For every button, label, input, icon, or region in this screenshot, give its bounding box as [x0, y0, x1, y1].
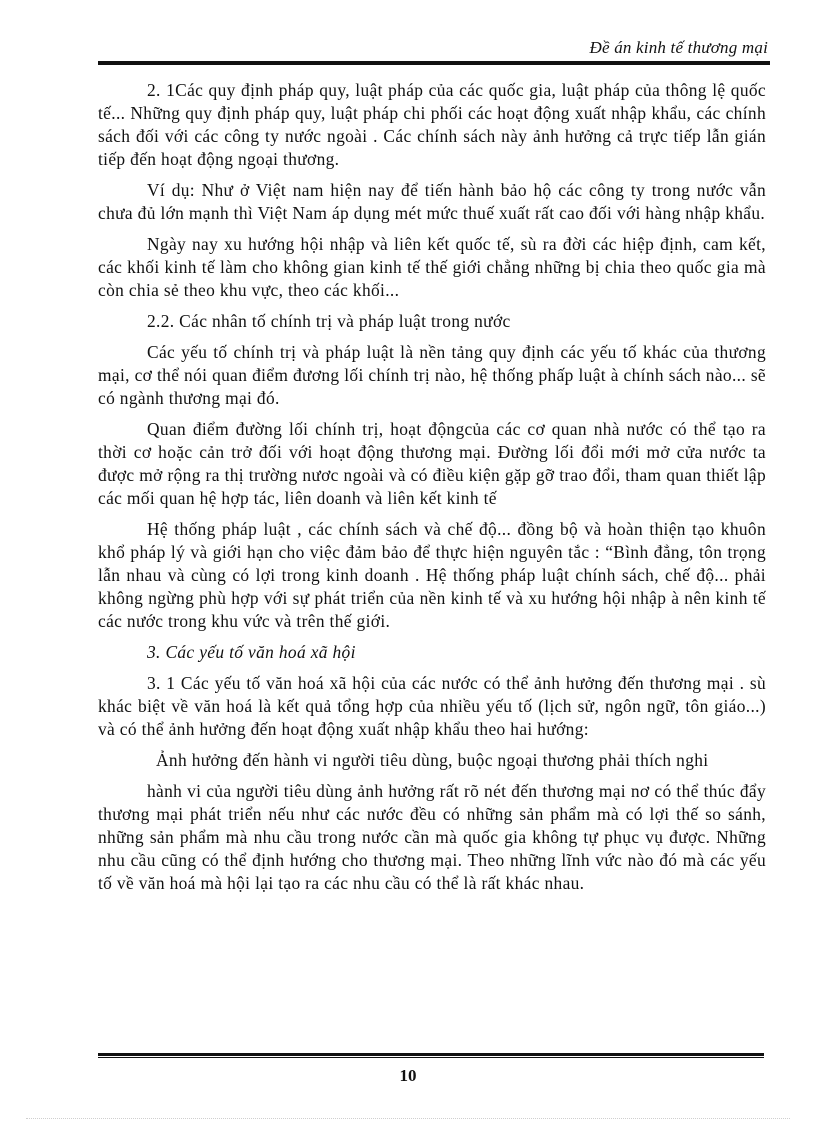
page-edge-dots: [26, 1118, 790, 1119]
paragraph: Hệ thống pháp luật , các chính sách và chế độ... đồng bộ và hoàn thiện tạo khuôn khổ pháp lý và giới hạn cho việc đảm bảo để thực hiện nguyên tắc : “Bình đẳng, tôn trọng lẫn nhau và cùng có lợi trong kinh doanh . Hệ thống pháp luật chính sách, chế độ... phải không ngừng phù hợp với sự phát triển của nền kinh tế và xu hướng hội nhập à nên kinh tế các nước trong khu vức và trên thế giới.: [98, 519, 766, 631]
paragraph: hành vi của người tiêu dùng ảnh hưởng rất rõ nét đến thương mại nơ có thể thúc đẩy thương mại phát triển nếu như các nước đều có những sản phẩm mà có lợi thế so sánh, những sản phẩm mà nhu cầu trong nước cần mà quốc gia không tự phục vụ được. Những nhu cầu cũng có thể định hướng cho thương mại. Theo những lĩnh vức nào đó mà các yếu tố về văn hoá mà hội lại tạo ra các nhu cầu có thể là rất khác nhau.: [98, 781, 766, 893]
paragraph: Ngày nay xu hướng hội nhập và liên kết quốc tế, sù ra đời các hiệp định, cam kết, các khối kinh tế làm cho không gian kinh tế thế giới chẳng những bị chia theo quốc gia mà còn chia sẻ theo khu vực, theo các khối...: [98, 234, 766, 300]
section-heading: 2.2. Các nhân tố chính trị và pháp luật trong nước: [147, 311, 511, 331]
paragraph: 3. 1 Các yếu tố văn hoá xã hội của các nước có thể ảnh hưởng đến thương mại . sù khác biệt về văn hoá là kết quả tổng hợp của nhiều yếu tố (lịch sử, ngôn ngữ, tôn giáo...) và có thể ảnh hưởng đến hoạt động xuất nhập khẩu theo hai hướng:: [98, 673, 766, 739]
footer-rule: [98, 1053, 764, 1058]
paragraph: 2. 1Các quy định pháp quy, luật pháp của các quốc gia, luật pháp của thông lệ quốc tế... Những quy định pháp quy, luật pháp chi phối các hoạt động xuất nhập khẩu, các chính sách đối với các công ty nước ngoài . Các chính sách này ảnh hưởng cả trực tiếp lẫn gián tiếp đến hoạt động ngoại thương.: [98, 80, 766, 169]
document-body: [98, 79, 766, 903]
paragraph: Ảnh hưởng đến hành vi người tiêu dùng, buộc ngoại thương phải thích nghi: [156, 750, 709, 770]
paragraph: Các yếu tố chính trị và pháp luật là nền tảng quy định các yếu tố khác của thương mại, cơ thể nói quan điểm đương lối chính trị nào, hệ thống phấp luật à chính sách nào... sẽ có ngành thương mại đó.: [98, 342, 766, 408]
section-heading: 3. Các yếu tố văn hoá xã hội: [147, 642, 356, 662]
paragraph: Ví dụ: Như ở Việt nam hiện nay để tiến hành bảo hộ các công ty trong nước vẫn chưa đủ lớn mạnh thì Việt Nam áp dụng mét mức thuế xuất rất cao đối với hàng nhập khẩu.: [98, 180, 766, 223]
paragraph: Quan điểm đường lối chính trị, hoạt độngcủa các cơ quan nhà nước có thể tạo ra thời cơ hoặc cản trở đối với hoạt động thương mại. Đường lối đổi mới mở cửa nước ta được mở rộng ra thị trường nươc ngoài và có điều kiện gặp gỡ trao đổi, tham quan thiết lập các mối quan hệ hợp tác, liên doanh và liên kết kinh tế: [98, 419, 766, 508]
header-rule: [98, 61, 770, 65]
header-title: Đề án kinh tế thương mại: [589, 38, 768, 57]
page-number: 10: [399, 1066, 417, 1085]
